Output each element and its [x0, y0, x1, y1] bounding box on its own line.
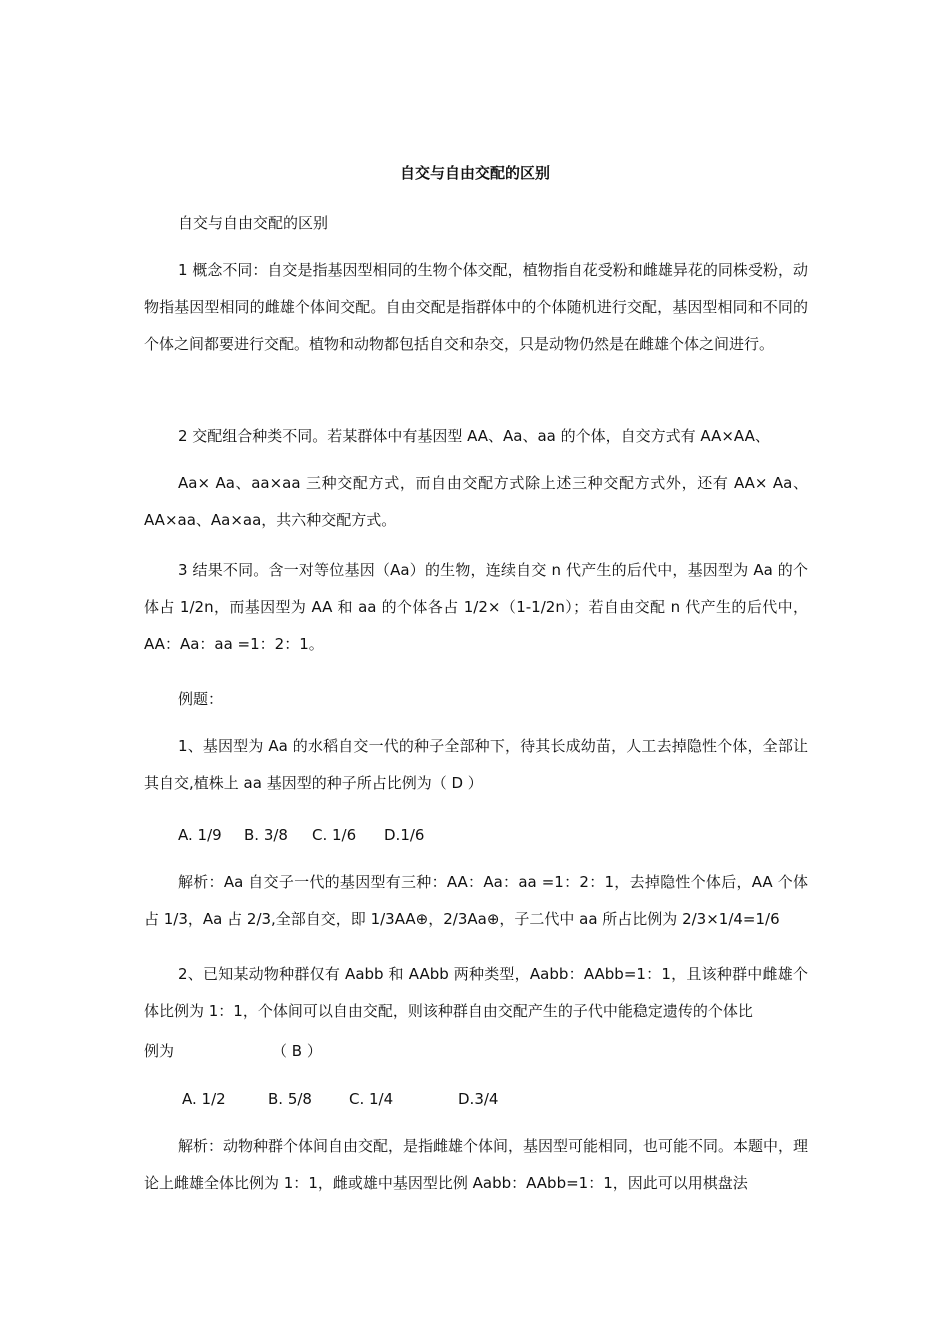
q2-option-d: D.3/4 [458, 1090, 499, 1108]
q1-option-c: C. 1/6 [312, 826, 357, 844]
paragraph-combination-rest: Aa× Aa、aa×aa 三种交配方式，而自由交配方式除上述三种交配方式外，还有 AA× Aa、AA×aa、Aa×aa，共六种交配方式。 [144, 474, 808, 529]
q2-option-a: A. 1/2 [182, 1090, 226, 1108]
paragraph-result: 3 结果不同。含一对等位基因（Aa）的生物，连续自交 n 代产生的后代中，基因型为 Aa 的个体占 1/2n，而基因型为 AA 和 aa 的个体各占 1/2×（1-1/2n）；若自由交配 n 代产生的后代中，AA：Aa：aa =1：2：1。 [144, 561, 808, 653]
q2-option-c: C. 1/4 [349, 1090, 394, 1108]
subtitle: 自交与自由交配的区别 [178, 214, 329, 232]
question-1: 1、基因型为 Aa 的水稻自交一代的种子全部种下，待其长成幼苗，人工去掉隐性个体，全部让其自交,植株上 aa 基因型的种子所占比例为（ D ） [144, 737, 808, 792]
question-2: 2、已知某动物种群仅有 Aabb 和 AAbb 两种类型，Aabb：AAbb=1：1，且该种群中雌雄个体比例为 1：1，个体间可以自由交配，则该种群自由交配产生的子代中能稳定遗传的个体比 [144, 965, 808, 1020]
paragraph-combination-line1: 2 交配组合种类不同。若某群体中有基因型 AA、Aa、aa 的个体，自交方式有 AA×AA、 [178, 427, 770, 445]
example-label: 例题： [178, 690, 224, 708]
document-title: 自交与自由交配的区别 [399, 164, 550, 182]
paragraph-concept: 1 概念不同：自交是指基因型相同的生物个体交配，植物指自花受粉和雌雄异花的同株受粉，动物指基因型相同的雌雄个体间交配。自由交配是指群体中的个体随机进行交配，基因型相同和不同的个体之间都要进行交配。植物和动物都包括自交和杂交，只是动物仍然是在雌雄个体之间进行。 [144, 261, 808, 353]
question-2-last-line: 例为 [144, 1042, 175, 1060]
question-2-analysis: 解析：动物种群个体间自由交配，是指雌雄个体间，基因型可能相同，也可能不同。本题中，理论上雌雄全体比例为 1：1，雌或雄中基因型比例 Aabb：AAbb=1：1，因此可以用棋盘法 [144, 1137, 809, 1192]
q1-option-b: B. 3/8 [244, 826, 288, 844]
q1-option-a: A. 1/9 [178, 826, 222, 844]
question-2-answer: （ B ） [272, 1042, 322, 1060]
q2-option-b: B. 5/8 [268, 1090, 312, 1108]
q1-option-d: D.1/6 [384, 826, 425, 844]
question-1-analysis: 解析：Aa 自交子一代的基因型有三种：AA：Aa：aa =1：2：1，去掉隐性个体后，AA 个体占 1/3，Aa 占 2/3,全部自交，即 1/3AA⊕，2/3Aa⊕，子二代中 aa 所占比例为 2/3×1/4=1/6 [144, 873, 808, 928]
